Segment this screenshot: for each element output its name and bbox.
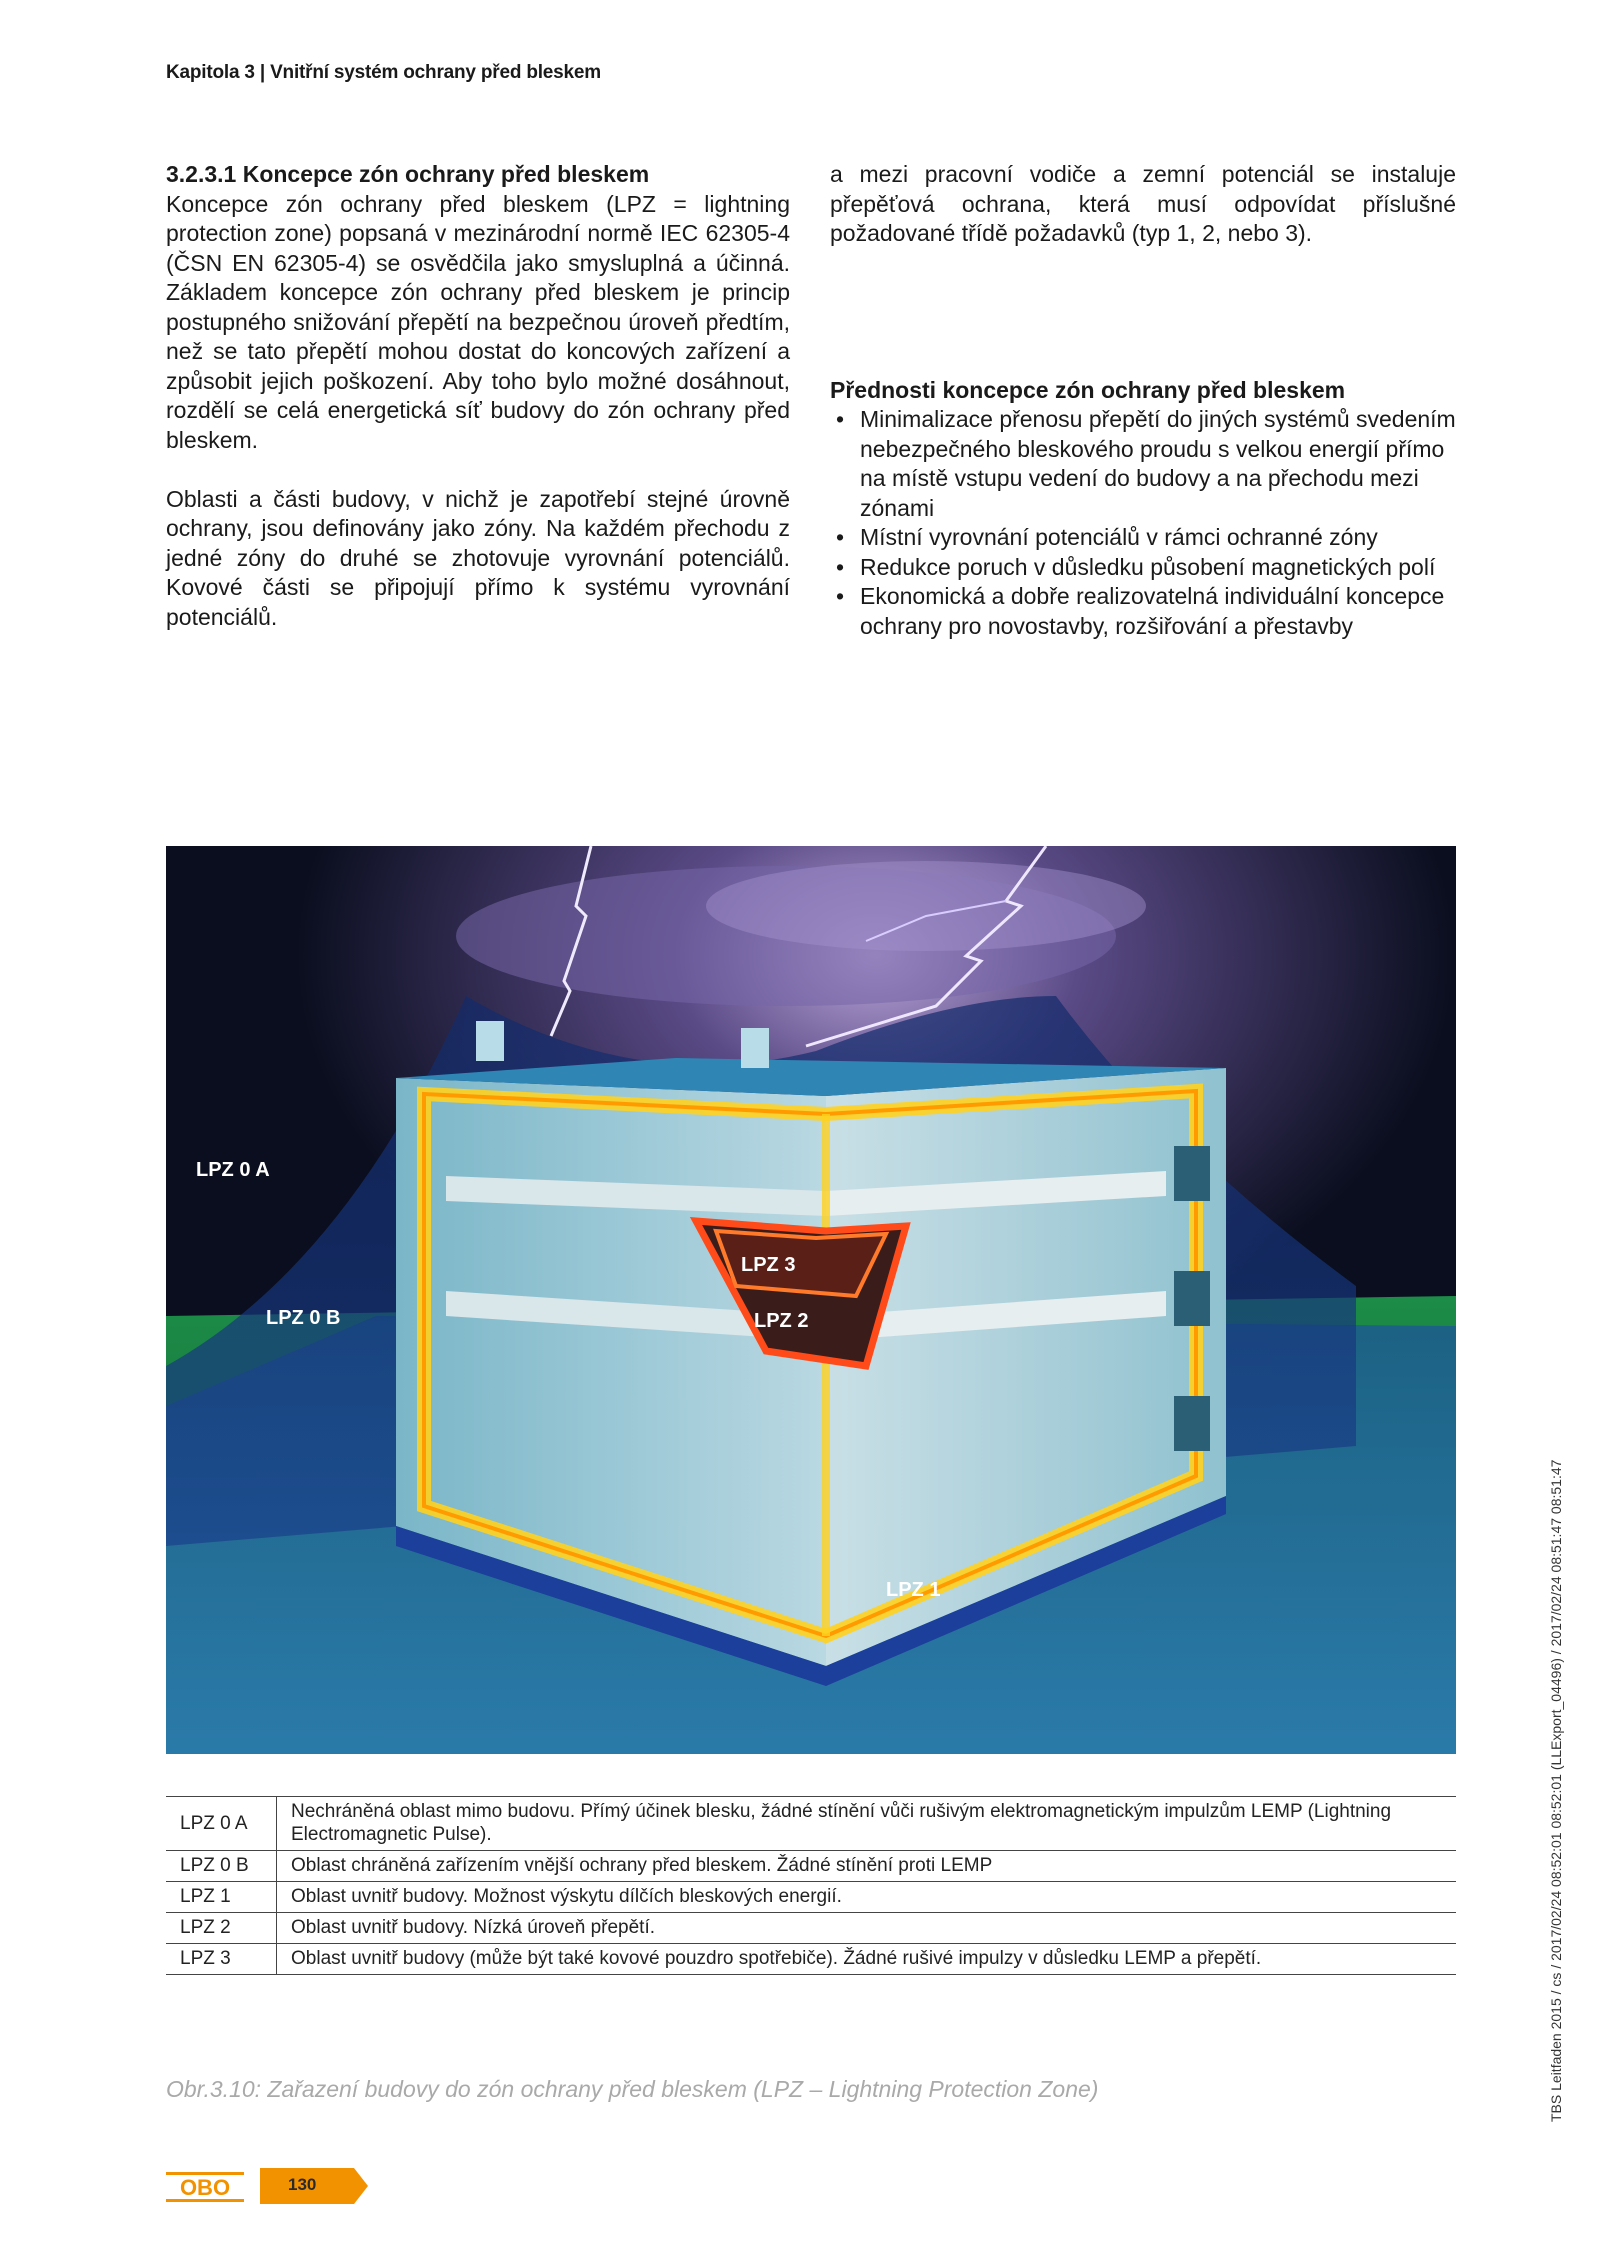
window xyxy=(1174,1396,1210,1451)
table-row xyxy=(166,1944,1456,1975)
zone-cell: LPZ 1 xyxy=(166,1882,277,1913)
table-row xyxy=(166,1797,1456,1851)
obo-logo xyxy=(166,2172,244,2202)
label-lpz-1: LPZ 1 xyxy=(886,1579,941,1601)
zone-cell: LPZ 3 xyxy=(166,1944,277,1975)
rooftop-unit xyxy=(476,1021,504,1061)
table-row xyxy=(166,1851,1456,1882)
window xyxy=(1174,1146,1210,1201)
paragraph: Koncepce zón ochrany před bleskem (LPZ = lightning protection zone) popsaná v mezinárodní normě IEC 62305-4 (ČSN EN 62305-4) se osvědčila jako smysluplná a účinná. Základem koncepce zón ochrany před bleskem je princip postupného snižování přepětí na bezpečnou úroveň předtím, než se tato přepětí mohou dostat do koncových zařízení a způsobit jejich poškození. Aby toho bylo možné dosáhnout, rozdělí se celá energetická síť budovy do zón ochrany před bleskem. xyxy=(166,190,790,453)
list-item: • Redukce poruch v důsledku působení magnetických polí xyxy=(830,553,1456,583)
storm-cloud xyxy=(706,861,1146,951)
logo-text: OBO xyxy=(179,2175,231,2200)
rooftop-unit xyxy=(741,1028,769,1068)
label-lpz-0a: LPZ 0 A xyxy=(196,1159,270,1181)
advantages-list xyxy=(830,405,1456,641)
figure-caption: Obr.3.10: Zařazení budovy do zón ochrany před bleskem (LPZ – Lightning Protection Zone) xyxy=(166,2076,1099,2102)
lpz-building-illustration xyxy=(166,846,1456,1754)
label-lpz-2: LPZ 2 xyxy=(754,1310,809,1332)
table-row xyxy=(166,1913,1456,1944)
page-number: 130 xyxy=(288,2175,317,2194)
list-item: • Místní vyrovnání potenciálů v rámci ochranné zóny xyxy=(830,523,1456,553)
advantages-heading: Přednosti koncepce zón ochrany před bleskem xyxy=(830,377,1346,403)
table-row xyxy=(166,1882,1456,1913)
description-cell: Oblast uvnitř budovy. Možnost výskytu dílčích bleskových energií. xyxy=(277,1882,1457,1913)
page-number-badge xyxy=(260,2168,368,2204)
paragraph: a mezi pracovní vodiče a zemní potenciál se instaluje přepěťová ochrana, která musí odpovídat příslušné požadované třídě požadavků (typ 1, 2, nebo 3). xyxy=(830,161,1456,246)
zone-cell: LPZ 2 xyxy=(166,1913,277,1944)
zone-cell: LPZ 0 B xyxy=(166,1851,277,1882)
description-cell: Oblast uvnitř budovy. Nízká úroveň přepětí. xyxy=(277,1913,1457,1944)
label-lpz-3: LPZ 3 xyxy=(741,1254,796,1276)
lpz-definition-table xyxy=(166,1796,1456,1975)
zone-cell: LPZ 0 A xyxy=(166,1797,277,1851)
description-cell: Oblast uvnitř budovy (může být také kovové pouzdro spotřebiče). Žádné rušivé impulzy v důsledku LEMP a přepětí. xyxy=(277,1944,1457,1975)
running-head: Kapitola 3 | Vnitřní systém ochrany před bleskem xyxy=(166,62,601,83)
description-cell: Nechráněná oblast mimo budovu. Přímý účinek blesku, žádné stínění vůči rušivým elektromagnetickým impulzům LEMP (Lightning Electromagnetic Pulse). xyxy=(277,1797,1457,1851)
list-item: • Minimalizace přenosu přepětí do jiných systémů svedením nebezpečného bleskového proudu s velkou energií přímo na místě vstupu vedení do budovy a na přechodu mezi zónami xyxy=(830,405,1456,523)
list-item: • Ekonomická a dobře realizovatelná individuální koncepce ochrany pro novostavby, rozšiřování a přestavby xyxy=(830,582,1456,641)
building-drawing xyxy=(166,846,1456,1754)
right-column xyxy=(830,160,1456,249)
description-cell: Oblast chráněná zařízením vnější ochrany před bleskem. Žádné stínění proti LEMP xyxy=(277,1851,1457,1882)
print-metadata: TBS Leitfaden 2015 / cs / 2017/02/24 08:52:01 08:52:01 (LLExport_04496) / 2017/02/24 08:51:47 08:51:47 xyxy=(1548,1459,1564,2122)
paragraph: Oblasti a části budovy, v nichž je zapotřebí stejné úrovně ochrany, jsou definovány jako zóny. Na každém přechodu z jedné zóny do druhé se zhotovuje vyrovnání potenciálů. Kovové části se připojují přímo k systému vyrovnání potenciálů. xyxy=(166,485,790,630)
label-lpz-0b: LPZ 0 B xyxy=(266,1307,341,1329)
section-heading: 3.2.3.1 Koncepce zón ochrany před bleskem xyxy=(166,161,650,187)
window xyxy=(1174,1271,1210,1326)
left-column xyxy=(166,160,790,632)
